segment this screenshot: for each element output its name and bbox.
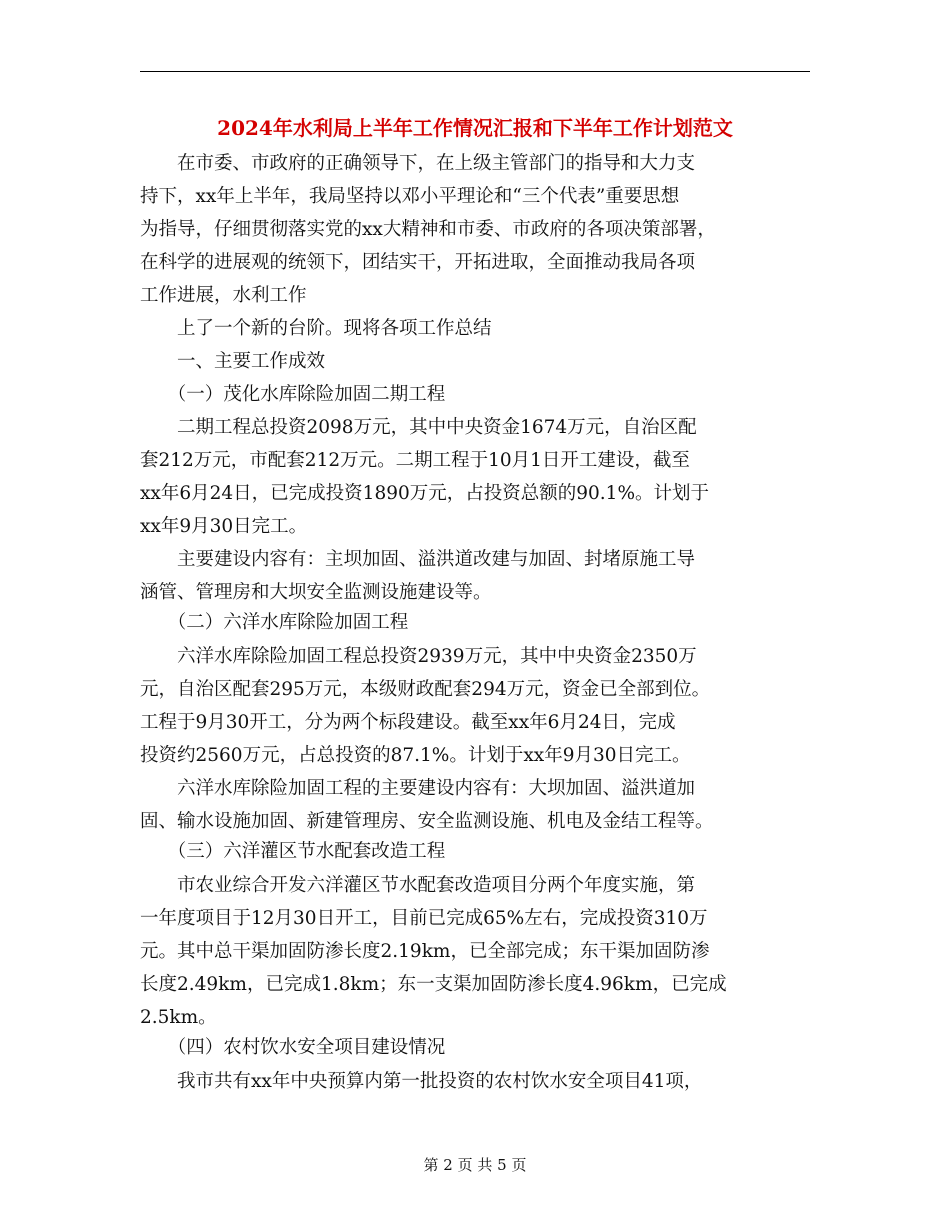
body-line-29: 我市共有xx年中央预算内第一批投资的农村饮水安全项目41项， <box>140 1071 703 1092</box>
subsection-heading-2: （二）六洋水库除险加固工程 <box>140 612 409 633</box>
header-rule <box>140 71 810 72</box>
body-line-24: 一年度项目于12月30日开工，目前已完成65%左右，完成投资310万 <box>140 908 708 929</box>
body-line-6: 上了一个新的台阶。现将各项工作总结 <box>140 318 492 339</box>
body-line-11: xx年6月24日，已完成投资1890万元，占投资总额的90.1%。计划于 <box>140 483 710 504</box>
body-line-13: 主要建设内容有：主坝加固、溢洪道改建与加固、封堵原施工导 <box>140 549 696 570</box>
body-line-3: 为指导，仔细贯彻落实党的xx大精神和市委、市政府的各项决策部署， <box>140 219 716 240</box>
body-line-2: 持下，xx年上半年，我局坚持以邓小平理论和“三个代表”重要思想 <box>140 186 680 207</box>
body-line-23: 市农业综合开发六洋灌区节水配套改造项目分两个年度实施，第 <box>140 875 696 896</box>
body-line-9: 二期工程总投资2098万元，其中中央资金1674万元，自治区配 <box>140 417 697 438</box>
body-line-19: 投资约2560万元，占总投资的87.1%。计划于xx年9月30日完工。 <box>140 745 691 766</box>
body-line-4: 在科学的进展观的统领下，团结实干，开拓进取，全面推动我局各项 <box>140 252 696 273</box>
body-line-27: 2.5km。 <box>140 1007 217 1028</box>
page-number-footer: 第 2 页 共 5 页 <box>423 1156 527 1174</box>
body-line-12: xx年9月30日完工。 <box>140 516 308 537</box>
subsection-heading-4: （四）农村饮水安全项目建设情况 <box>140 1037 446 1058</box>
document-title: 2024年水利局上半年工作情况汇报和下半年工作计划范文 <box>217 116 733 140</box>
subsection-heading-3: （三）六洋灌区节水配套改造工程 <box>140 841 446 862</box>
body-line-17: 元，自治区配套295万元，本级财政配套294万元，资金已全部到位。 <box>140 679 711 700</box>
body-line-25: 元。其中总干渠加固防渗长度2.19km，已全部完成；东干渠加固防渗 <box>140 941 710 962</box>
body-line-10: 套212万元，市配套212万元。二期工程于10月1日开工建设，截至 <box>140 450 690 471</box>
body-line-21: 固、输水设施加固、新建管理房、安全监测设施、机电及金结工程等。 <box>140 811 714 832</box>
body-line-18: 工程于9月30开工，分为两个标段建设。截至xx年6月24日，完成 <box>140 712 676 733</box>
body-line-16: 六洋水库除险加固工程总投资2939万元，其中中央资金2350万 <box>140 646 697 667</box>
body-line-1: 在市委、市政府的正确领导下，在上级主管部门的指导和大力支 <box>140 153 696 174</box>
body-line-14: 涵管、管理房和大坝安全监测设施建设等。 <box>140 582 492 603</box>
body-line-20: 六洋水库除险加固工程的主要建设内容有：大坝加固、溢洪道加 <box>140 778 696 799</box>
body-line-5: 工作进展，水利工作 <box>140 285 307 306</box>
subsection-heading-1: （一）茂化水库除险加固二期工程 <box>140 384 446 405</box>
body-line-26: 长度2.49km，已完成1.8km；东一支渠加固防渗长度4.96km，已完成 <box>140 974 727 995</box>
section-heading-1: 一、主要工作成效 <box>140 351 326 372</box>
